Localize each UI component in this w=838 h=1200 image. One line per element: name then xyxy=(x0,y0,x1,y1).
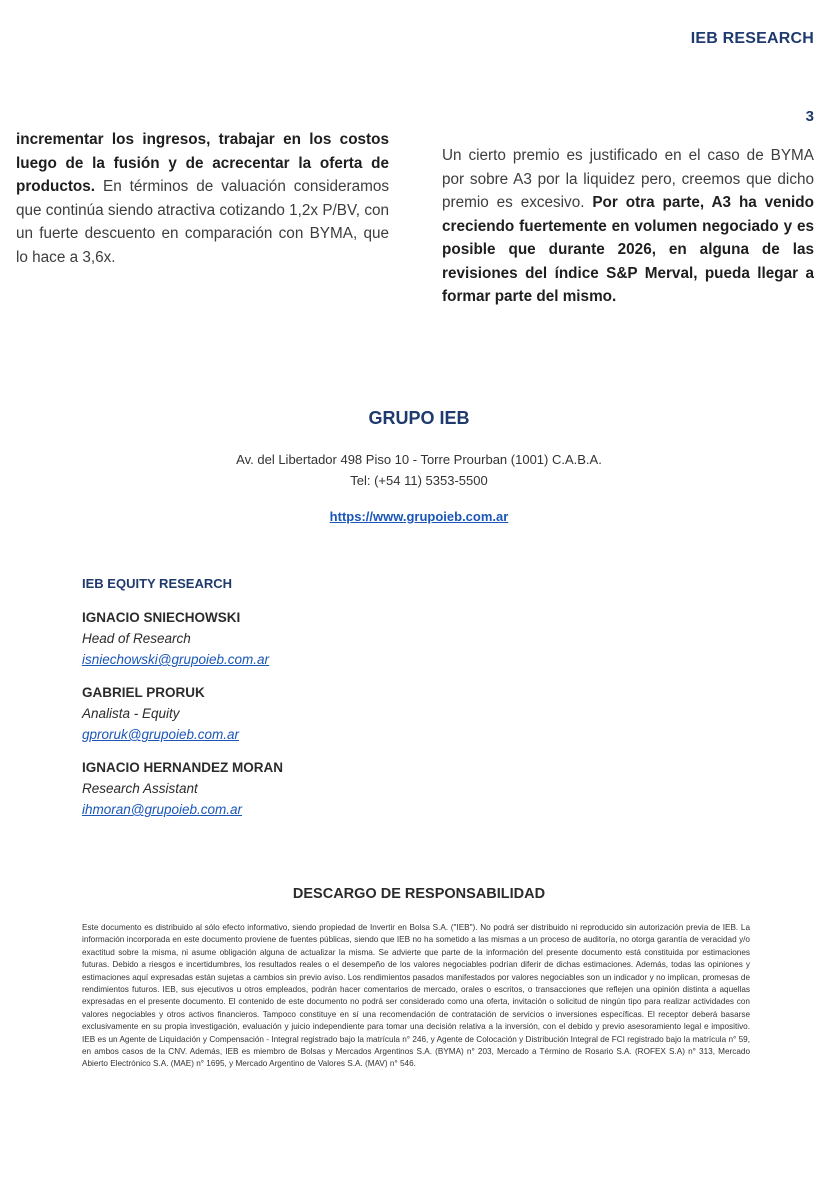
member-name: IGNACIO HERNANDEZ MORAN xyxy=(82,760,283,775)
left-column-bold-text: incrementar los ingresos, trabajar en los costos luego de la fusión y de acrecentar la oferta de productos. xyxy=(16,131,389,195)
company-address: Av. del Libertador 498 Piso 10 - Torre Prourban (1001) C.A.B.A. xyxy=(236,452,602,467)
member-email-link[interactable]: gproruk@grupoieb.com.ar xyxy=(82,727,240,742)
right-column-text: Un cierto premio es justificado en el caso de BYMA por sobre A3 por la liquidez pero, creemos que dicho premio es excesivo. xyxy=(442,147,814,211)
member-role: Research Assistant xyxy=(82,781,198,796)
member-role: Head of Research xyxy=(82,631,191,646)
company-name: GRUPO IEB xyxy=(368,408,470,428)
company-phone: Tel: (+54 11) 5353-5500 xyxy=(350,473,488,488)
member-role: Analista - Equity xyxy=(82,706,180,721)
disclaimer-text: Este documento es distribuido al sólo efecto informativo, siendo propiedad de Invertir en Bolsa S.A. ("IEB"). No podrá ser distribuido ni reproducido sin autorización previa de IEB. La información incorporada en este documento proviene de fuentes públicas, siendo que IEB no ha sometido a las mismas a un proceso de auditoría, no otorga garantía de veracidad y/o exactitud sobre la misma, ni asume obligación alguna de actualizar la misma. Se advierte que parte de la información del presente documento está constituida por estimaciones futuras. Debido a riesgos e incertidumbres, los resultados reales o el desempeño de los valores negociables podrían diferir de dichas estimaciones. Además, todas las opiniones y estimaciones aquí expresadas están sujetas a cambios sin previo aviso. Los rendimientos pasados manifestados por valores negociables son un indicador y no implican, promesas de rendimientos futuros. IEB, sus ejecutivos u otros empleados, podrán hacer comentarios de mercado, orales o escritos, o transacciones que reflejen una opinión distinta a aquellas expresadas en el presente documento. El contenido de este documento no podrá ser considerado como una oferta, invitación o solicitud de ningún tipo para realizar actividades con valores negociables y otros activos financieros. Tampoco constituye en sí una recomendación de contratación de servicios o inversiones específicas. El receptor deberá basarse exclusivamente en su propia investigación, evaluación y juicio independiente para tomar una decisión relativa a la inversión, con el debido y previo asesoramiento legal e impositivo. IEB es un Agente de Liquidación y Compensación - Integral registrado bajo la matrícula n° 246, y Agente de Colocación y Distribución Integral de FCI registrado bajo la matrícula n° 59, en ambos casos de la CNV. Además, IEB es miembro de Bolsas y Mercados Argentinos S.A. (BYMA) n° 203, Mercado a Término de Rosario S.A. (ROFEX S.A) n° 313, Mercado Abierto Electrónico S.A. (MAE) n° 1695, y Mercado Argentino de Valores S.A. (MAV) n° 546. xyxy=(82,923,750,1069)
team-member xyxy=(82,607,682,670)
left-column-text: En términos de valuación consideramos que continúa siendo atractiva cotizando 1,2x P/BV, con un fuerte descuento en comparación con BYMA, que lo hace a 3,6x. xyxy=(16,178,389,266)
company-website-link[interactable]: https://www.grupoieb.com.ar xyxy=(329,509,509,524)
left-column-paragraph xyxy=(16,128,389,269)
company-block xyxy=(0,408,838,526)
header-brand: IEB RESEARCH xyxy=(690,30,814,47)
team-title: IEB EQUITY RESEARCH xyxy=(82,576,233,591)
team-member xyxy=(82,757,682,820)
member-name: IGNACIO SNIECHOWSKI xyxy=(82,610,241,625)
member-name: GABRIEL PRORUK xyxy=(82,685,205,700)
page-number: 3 xyxy=(805,108,814,125)
member-email-link[interactable]: ihmoran@grupoieb.com.ar xyxy=(82,802,243,817)
right-column-paragraph xyxy=(442,144,814,309)
team-member xyxy=(82,682,682,745)
disclaimer-title: DESCARGO DE RESPONSABILIDAD xyxy=(292,886,546,902)
right-column-bold-text: Por otra parte, A3 ha venido creciendo fuertemente en volumen negociado y es posible que durante 2026, en alguna de las revisiones del índice S&P Merval, pueda llegar a formar parte del mismo. xyxy=(442,194,814,305)
research-team xyxy=(82,576,682,832)
member-email-link[interactable]: isniechowski@grupoieb.com.ar xyxy=(82,652,270,667)
